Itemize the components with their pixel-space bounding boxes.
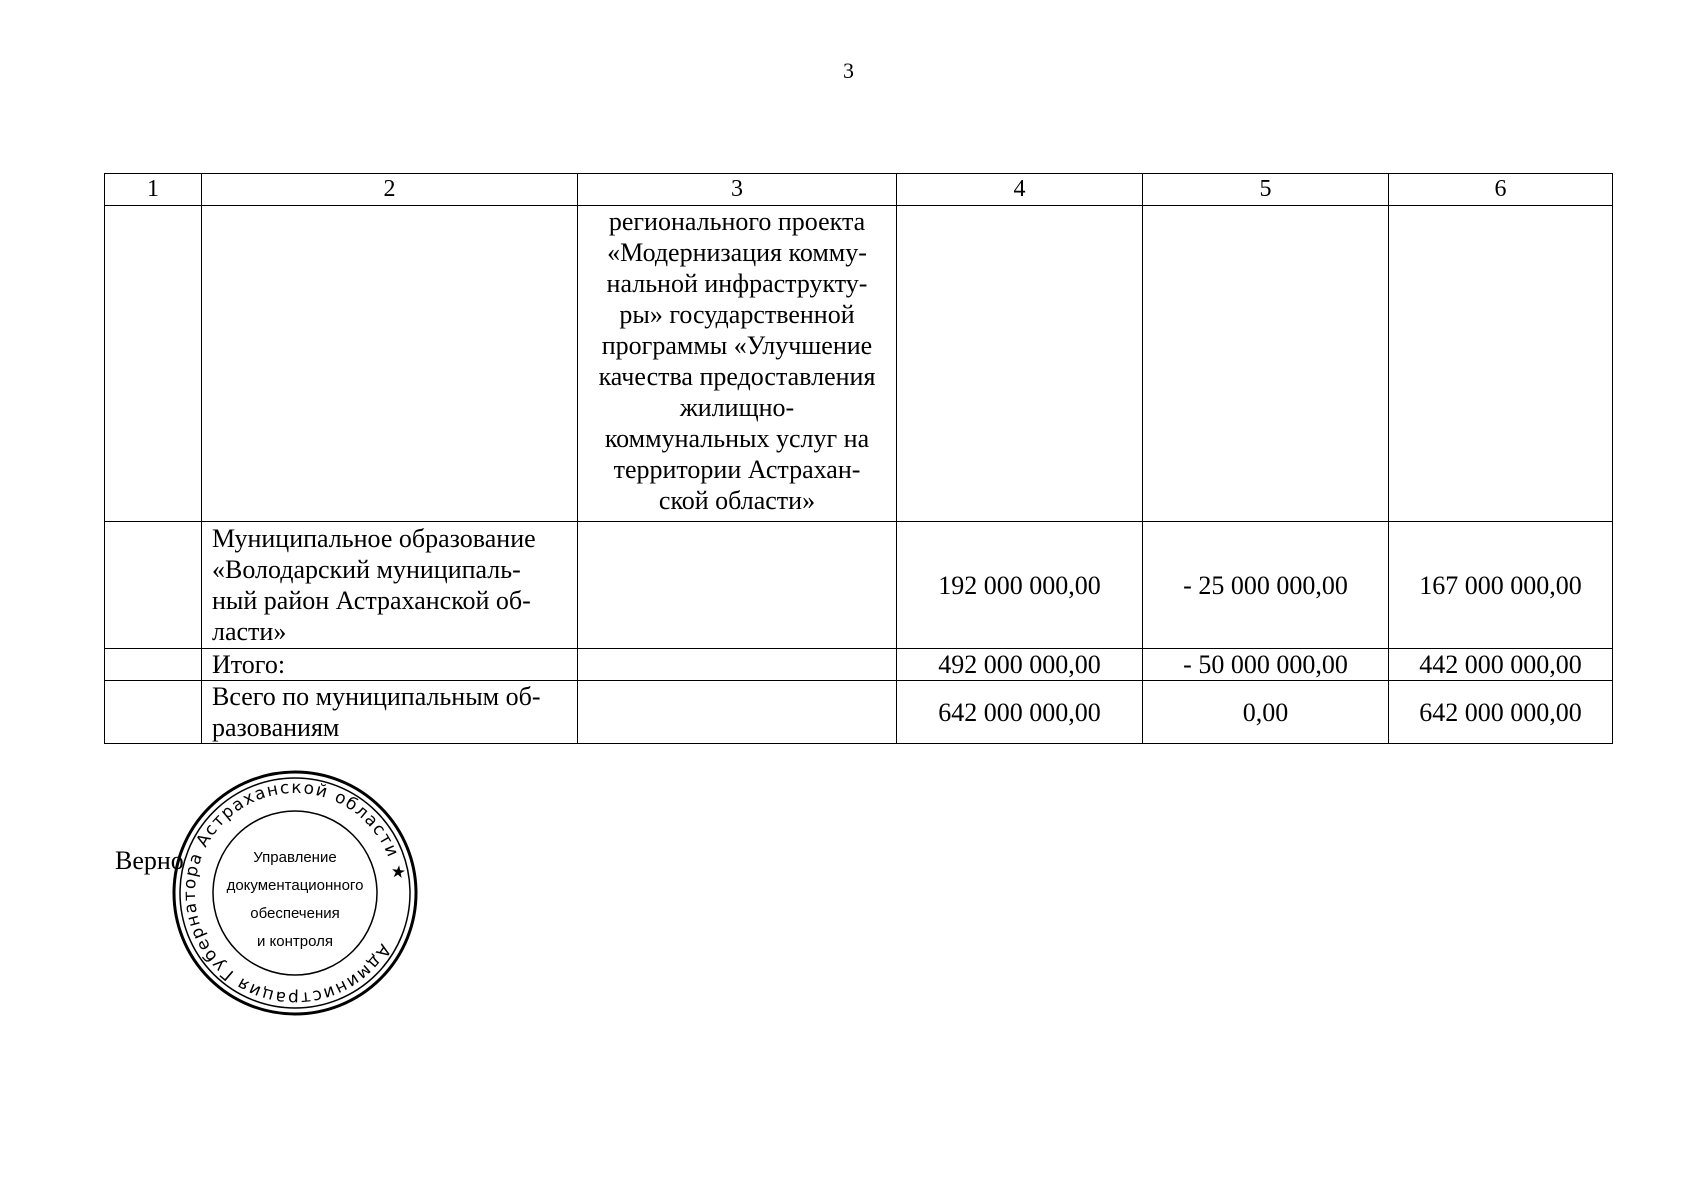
stamp-center-line: и контроля — [256, 933, 334, 950]
cell-empty — [1389, 206, 1613, 522]
program-description-cell — [578, 206, 897, 522]
subtotal-label-cell — [202, 649, 578, 681]
stamp-center-line: документационного — [226, 877, 364, 894]
column-number-4: 4 — [897, 174, 1143, 206]
cell-col3 — [578, 522, 897, 649]
cell-empty — [105, 681, 202, 744]
description-line: коммунальных услуг на — [604, 424, 870, 453]
amount-change-cell: 0,00 — [1143, 681, 1389, 744]
name-line: «Володарский муниципаль- — [212, 555, 521, 584]
description-line: качества предоставления — [598, 362, 876, 391]
cell-col3 — [578, 681, 897, 744]
verno-label: Верно — [115, 846, 184, 875]
stamp-center-line: Управление — [253, 849, 337, 866]
name-line: ласти» — [212, 617, 287, 646]
cell-empty — [105, 206, 202, 522]
name-line: Муниципальное образование — [212, 524, 536, 553]
column-number-6: 6 — [1389, 174, 1613, 206]
name-line: Итого: — [212, 650, 286, 679]
stamp-center-line: обеспечения — [250, 905, 340, 922]
grand-total-label-cell — [202, 681, 578, 744]
name-line: Всего по муниципальным об- — [212, 682, 541, 711]
description-line: ры» государственной — [619, 300, 855, 329]
table-row-subtotal — [105, 649, 1613, 681]
description-line: программы «Улучшение — [601, 331, 873, 360]
description-line: «Модернизация комму- — [607, 238, 867, 267]
cell-empty — [897, 206, 1143, 522]
amount-change-cell: - 25 000 000,00 — [1143, 522, 1389, 649]
column-number-1: 1 — [105, 174, 202, 206]
cell-empty — [1143, 206, 1389, 522]
budget-table — [104, 173, 1613, 744]
stamp-ring-text: Администрация Губернатора Астраханской области ★ — [179, 777, 410, 1009]
description-line: нальной инфраструкту- — [606, 269, 868, 298]
page-number: 3 — [843, 58, 854, 83]
name-line: разованиям — [212, 713, 340, 742]
official-stamp-icon — [170, 768, 420, 1018]
column-number-2: 2 — [202, 174, 578, 206]
name-line: ный район Астраханской об- — [212, 586, 531, 615]
cell-col3 — [578, 649, 897, 681]
table-row-grand-total — [105, 681, 1613, 744]
description-line: территории Астрахан- — [613, 455, 861, 484]
amount-result-cell: 642 000 000,00 — [1389, 681, 1613, 744]
amount-result-cell: 167 000 000,00 — [1389, 522, 1613, 649]
amount-approved-cell: 492 000 000,00 — [897, 649, 1143, 681]
amount-result-cell: 442 000 000,00 — [1389, 649, 1613, 681]
cell-empty — [105, 522, 202, 649]
table-row-volodarsky — [105, 522, 1613, 649]
description-line: жилищно- — [679, 393, 795, 422]
table-row-continuation — [105, 206, 1613, 522]
description-line: ской области» — [658, 486, 816, 515]
amount-approved-cell: 192 000 000,00 — [897, 522, 1143, 649]
cell-empty — [105, 649, 202, 681]
cell-empty — [202, 206, 578, 522]
column-number-3: 3 — [578, 174, 897, 206]
table-header-row — [105, 174, 1613, 206]
amount-change-cell: - 50 000 000,00 — [1143, 649, 1389, 681]
description-line: регионального проекта — [608, 207, 866, 236]
municipality-name-cell — [202, 522, 578, 649]
column-number-5: 5 — [1143, 174, 1389, 206]
amount-approved-cell: 642 000 000,00 — [897, 681, 1143, 744]
